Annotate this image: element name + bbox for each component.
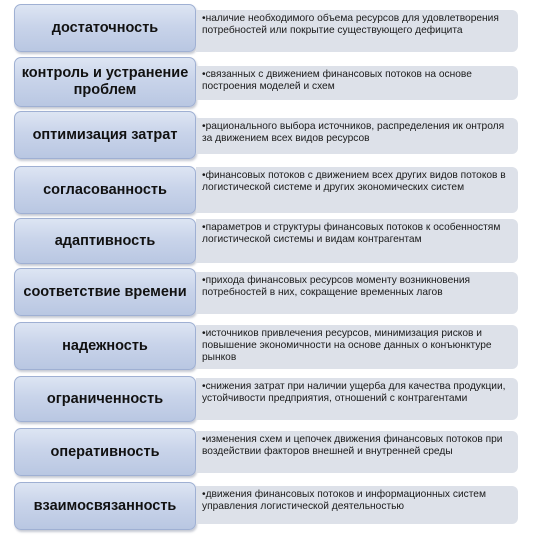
principle-description: •прихода финансовых ресурсов моменту возникновения потребностей в них, сокращение временных лагов [196, 272, 518, 314]
principle-label: согласованность [14, 166, 196, 214]
principle-label: оптимизация затрат [14, 111, 196, 159]
principle-label: соответствие времени [14, 268, 196, 316]
principle-label: контроль и устранение проблем [14, 57, 196, 107]
principle-description: •финансовых потоков с движением всех других видов потоков в логистической системе и других экономических систем [196, 167, 518, 213]
principle-label: надежность [14, 322, 196, 370]
principle-description: •движения финансовых потоков и информационных систем управления логистической деятельностью [196, 486, 518, 524]
principle-description: •наличие необходимого объема ресурсов для удовлетворения потребностей или покрытие существующего дефицита [196, 10, 518, 52]
principle-description: •связанных с движением финансовых потоков на основе построения моделей и схем [196, 66, 518, 100]
principle-description: •источников привлечения ресурсов, минимизация рисков и повышение экономичности на основе данных о конъюнктуре рынков [196, 325, 518, 369]
principle-label: оперативность [14, 428, 196, 476]
principle-label: достаточность [14, 4, 196, 52]
principle-description: •снижения затрат при наличии ущерба для качества продукции, устойчивости предприятия, отношений с контрагентами [196, 378, 518, 420]
principle-label: взаимосвязанность [14, 482, 196, 530]
principle-description: •изменения схем и цепочек движения финансовых потоков при воздействии факторов внешней и внутренней среды [196, 431, 518, 473]
principle-label: ограниченность [14, 376, 196, 422]
principle-label: адаптивность [14, 218, 196, 264]
principle-description: •параметров и структуры финансовых потоков к особенностям логистической системы и видам контрагентам [196, 219, 518, 263]
principle-description: •рационального выбора источников, распределения ик онтроля за движением всех видов ресурсов [196, 118, 518, 154]
